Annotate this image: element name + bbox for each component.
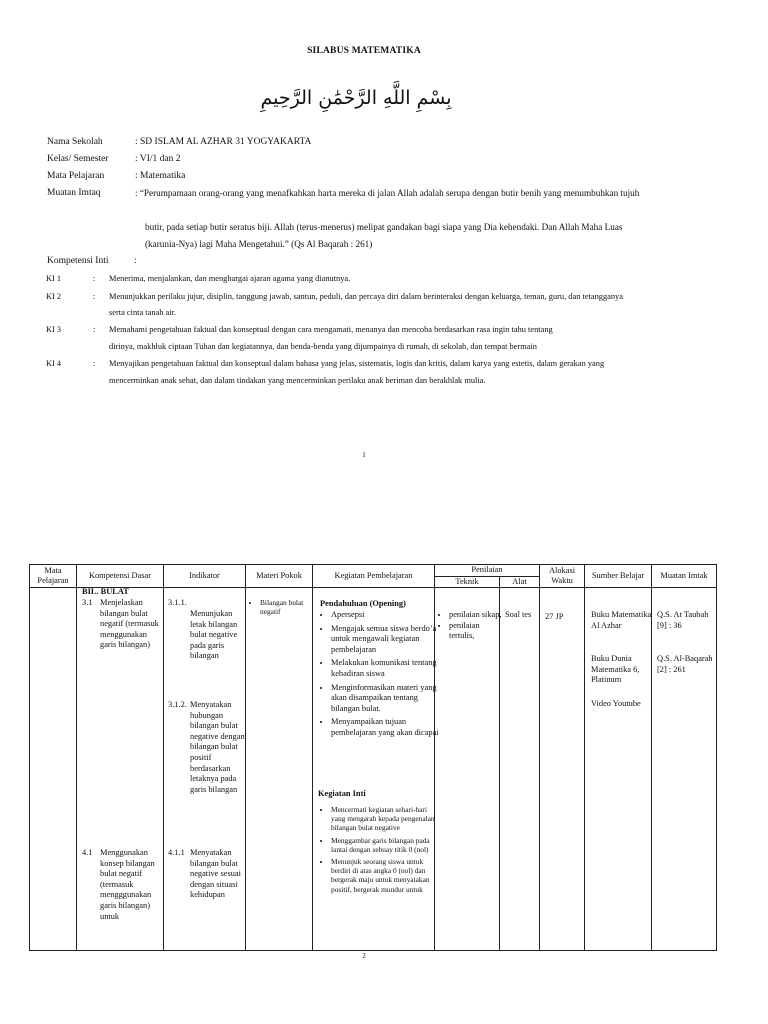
nama-sekolah-value: : SD ISLAM AL AZHAR 31 YOGYAKARTA	[135, 137, 312, 147]
list-item: • Menggambar garis bilangan pada lantai dengan sebuay titik 0 (nol)	[331, 836, 439, 854]
muatan-2: Q.S. Al-Baqarah [2] : 261	[657, 654, 713, 674]
ki4-colon: :	[93, 359, 96, 368]
muatan-line-1: : “Perumpamaan orang-orang yang menafkahkan harta mereka di jalan Allah adalah serupa dengan butir benih yang menumbuhkan tujuh	[135, 188, 640, 198]
list-item: • Menunjuk seorang siswa untuk berdiri di atas angka 0 (nol) dan bergerak maju untuk menyatakan positif, bergerak mundur untuk	[331, 857, 439, 894]
kd-heading: BIL. BULAT	[82, 587, 129, 596]
header-indikator: Indikator	[164, 565, 246, 588]
cell-alokasi	[540, 588, 585, 951]
ki4-label: KI 4	[46, 359, 62, 368]
cell-alat	[500, 588, 540, 951]
ki2-label: KI 2	[46, 292, 62, 301]
indikator-3-number: 4.1.1	[168, 848, 185, 857]
page-title: SILABUS MATEMATIKA	[307, 46, 421, 56]
cell-sumber	[585, 588, 652, 951]
header-materi: Materi Pokok	[246, 565, 313, 588]
kelas-value: : VI/1 dan 2	[135, 154, 181, 164]
sumber-1: Buku Matematika Al Azhar	[591, 610, 652, 630]
cell-materi	[246, 588, 313, 951]
ki3-colon: :	[93, 325, 96, 334]
mapel-label: Mata Pelajaran	[47, 171, 105, 181]
cell-kd	[77, 588, 164, 951]
indikator-3-text: Menyatakan bilangan bulat negative sesuai dengan situasi kehidupan	[190, 848, 241, 900]
muatan-label: Muatan Imtaq	[47, 188, 101, 198]
muatan-1: Q.S. At Taubah [9] : 36	[657, 610, 709, 630]
sumber-3: Video Youtube	[591, 699, 641, 708]
list-item: • Mencermati kegiatan sehari-hari yang mengarah kepada pengenalan bilangan bulat negative	[331, 805, 439, 833]
teknik-list	[439, 610, 507, 642]
kelas-label: Kelas/ Semester	[47, 154, 109, 164]
header-kd: Kompetensi Dasar	[77, 565, 164, 588]
header-teknik: Teknik	[435, 576, 500, 588]
ki3-line-1: Memahami pengetahuan faktual dan konseptual dengan cara mengamati, menanya dan mencoba berdasarkan rasa ingin tahu tentang	[109, 325, 553, 334]
table-row	[30, 588, 717, 951]
ki2-line-1: Menunjukkan perilaku jujur, disiplin, tanggung jawab, santun, peduli, dan percaya diri dalam berinteraksi dengan keluarga, teman, guru, dan tetangganya	[109, 292, 623, 301]
ki-colon: :	[134, 256, 137, 266]
ki3-line-2: dirinya, makhluk ciptaan Tuhan dan kegiatannya, dan benda-benda yang dijumpainya di rumah, di sekolah, dan tempat bermain	[109, 342, 537, 351]
inti-list	[321, 805, 439, 897]
kd-41-text: Menggunakan konsep bilangan bulat negatif (termasuk mengggunakan garis bilangan) untuk	[100, 848, 155, 921]
header-alat: Alat	[500, 576, 540, 588]
cell-kegiatan	[313, 588, 439, 951]
ki4-line-1: Menyajikan pengetahuan faktual dan konseptual dalam bahasa yang jelas, sistematis, logis dan kritis, dalam karya yang estetis, dalam gerakan yang	[109, 359, 605, 368]
svg-text:بِسْمِ اللَّهِ الرَّحْمَٰنِ ال: بِسْمِ اللَّهِ الرَّحْمَٰنِ الرَّحِيمِ	[260, 87, 452, 109]
sumber-2: Buku Dunia Matematika 6, Platinum	[591, 654, 640, 685]
cell-mapel	[30, 588, 77, 951]
mapel-value: : Matematika	[135, 171, 186, 181]
kd-41-number: 4.1	[82, 848, 93, 857]
list-item: • Bilangan bulat negatif	[260, 598, 320, 616]
ki1-label: KI 1	[46, 274, 62, 283]
cell-teknik	[435, 588, 500, 951]
nama-sekolah-label: Nama Sekolah	[47, 137, 103, 147]
header-penilaian: Penilaian	[435, 565, 540, 577]
cell-muatan	[652, 588, 717, 951]
page-number-1: 1	[362, 451, 366, 459]
pendahuluan-title: Pendahuluan (Opening)	[320, 599, 406, 608]
list-item: • Menyampaikan tujuan pembelajaran yang akan dicapai	[331, 717, 439, 738]
indikator-1-text: Menunjukan letak bilangan bulat negative pada garis bilangan	[190, 609, 238, 661]
header-sumber: Sumber Belajar	[585, 565, 652, 588]
ki3-label: KI 3	[46, 325, 62, 334]
list-item: • Melakukan komunikasi tentang kehadiran siswa	[331, 658, 439, 679]
header-alokasi: Alokasi Waktu	[540, 565, 585, 588]
cell-indikator	[164, 588, 246, 951]
list-item: • Menginformasikan materi yang akan disampaikan tentang bilangan bulat.	[331, 683, 439, 715]
list-item: • penilaian tertulis,	[449, 621, 507, 642]
alat-value: Soal tes	[505, 610, 532, 619]
ki2-line-2: serta cinta tanah air.	[109, 308, 176, 317]
header-kegiatan: Kegiatan Pembelajaran	[313, 565, 435, 588]
ki1-colon: :	[93, 274, 96, 283]
header-mapel: Mata Pelajaran	[30, 565, 77, 588]
indikator-2-text: Menyatakan hubungan bilangan bulat negative dengan bilangan bulat positif berdasarkan letaknya pada garis bilangan	[190, 700, 245, 794]
list-item: • Apersepsi	[331, 610, 439, 621]
basmalah-calligraphy	[260, 82, 452, 116]
syllabus-table	[29, 564, 717, 951]
ki2-colon: :	[93, 292, 96, 301]
alokasi-value: 27 JP	[545, 612, 564, 621]
ki1-line-1: Menerima, menjalankan, dan menghargai ajaran agama yang dianutnya.	[109, 274, 351, 283]
kd-31-text: Menjelaskan bilangan bulat negatif (termasuk menggunakan garis bilangan)	[100, 598, 159, 650]
list-item: • penilaian sikap,	[449, 610, 507, 621]
muatan-line-3: (karunia-Nya) lagi Maha Mengetahui.” (Qs Al Baqarah : 261)	[145, 239, 373, 249]
ki4-line-2: mencerminkan anak sehat, dan dalam tindakan yang mencerminkan perilaku anak beriman dan berakhlak mulia.	[109, 376, 486, 385]
materi-list	[250, 598, 320, 619]
list-item: • Mengajak semua siswa berdo’a untuk mengawali kegiatan pembelajaran	[331, 624, 439, 656]
inti-title: Kegiatan Inti	[318, 789, 366, 798]
ki-label: Kompetensi Inti	[47, 256, 109, 266]
indikator-2-number: 3.1.2.	[168, 700, 187, 709]
indikator-1-number: 3.1.1.	[168, 598, 187, 607]
kd-31-number: 3.1	[82, 598, 93, 607]
page-number-2: 2	[362, 952, 366, 960]
muatan-line-2: butir, pada setiap butir seratus biji. Allah (terus-menerus) melipat gandakan bagi siapa yang Dia kehendaki. Dan Allah Maha Luas	[145, 222, 623, 232]
pendahuluan-list	[321, 610, 439, 742]
header-muatan: Muatan Imtak	[652, 565, 717, 588]
